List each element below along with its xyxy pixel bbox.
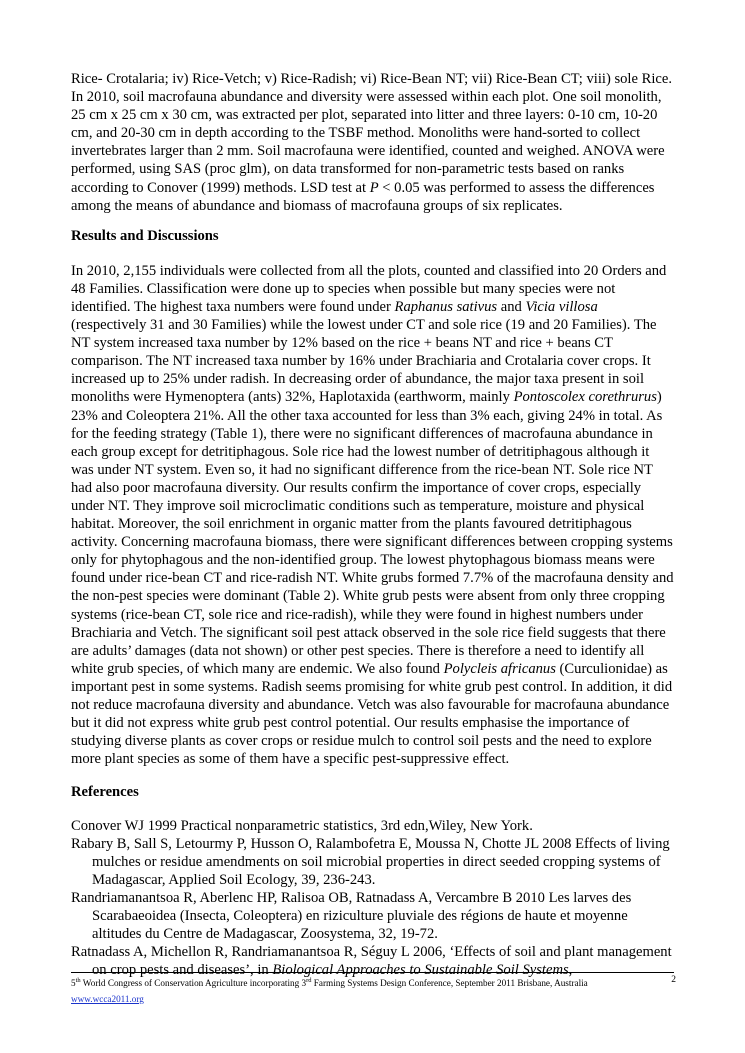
page-footer [71, 972, 674, 1007]
results-paragraph [71, 262, 675, 769]
species-polycleis: Polycleis africanus [443, 660, 556, 677]
species-pontoscolex: Pontoscolex corethrurus [513, 389, 657, 406]
footer-ordinal: th [75, 977, 81, 984]
results-text: and [497, 298, 526, 315]
reference-list [71, 818, 675, 979]
results-text: (respectively 31 and 30 Families) while the lowest under CT and sole rice (19 and 20 Families). The NT system increased taxa number by 12% based on the rice + beans NT and rice + beans CT comparison. The NT increased taxa number by 16% under Brachiaria and Crotalaria cover crops. It increased up to 25% under radish. In decreasing order of abundance, the major taxa present in soil monoliths were Hymenoptera (ants) 32%, Haplotaxida (earthworm, mainly [71, 317, 657, 406]
reference-text-end: , [568, 961, 573, 978]
footer-ordinal: rd [306, 977, 312, 984]
footer-text: 5 [71, 978, 76, 989]
methods-text: Rice- Crotalaria; iv) Rice-Vetch; v) Rice-Radish; vi) Rice-Bean NT; vii) Rice-Bean CT; viii) sole Rice. In 2010, soil macrofauna abundance and diversity were assessed within each plot. One soil monolith, 25 cm x 25 cm x 30 cm, was extracted per plot, separated into litter and three layers: 0-10 cm, 10-20 cm, and 20-30 cm in depth according to the TSBF method. Monoliths were hand-sorted to collect invertebrates larger than 2 mm. Soil macrofauna were identified, counted and weighed. ANOVA were performed, using SAS (proc glm), on data transformed for non-parametric tests based on ranks according to Conover (1999) methods. LSD test at [71, 71, 673, 196]
reference-book-title: Biological Approaches to Sustainable Soil Systems [272, 961, 569, 978]
reference-item: Rabary B, Sall S, Letourmy P, Husson O, Ralambofetra E, Moussa N, Chotte JL 2008 Effects of living mulches or residue amendments on soil microbial properties in direct seeded cropping systems of Madagascar, Applied Soil Ecology, 39, 236-243. [71, 836, 670, 889]
references-heading: References [71, 784, 139, 801]
results-text: ) 23% and Coleoptera 21%. All the other taxa accounted for less than 3% each, giving 24% in total. As for the feeding strategy (Table 1), there were no significant differences of macrofauna abundance in each group except for detritiphagous. Sole rice had the lowest number of detritiphagous although it was under NT system. Even so, it had no significant difference from the rice-bean NT. Sole rice NT had also poor macrofauna diversity. Our results confirm the importance of cover crops, especially under NT. They improve soil microclimatic conditions such as temperature, moisture and physical habitat. Moreover, the soil enrichment in organic matter from the plants favoured detritiphagous activity. Concerning macrofauna biomass, there were significant differences between cropping systems only for phytophagous and the non-identified group. The lowest phytophagous biomass means were found under rice-bean CT and rice-radish NT. White grubs formed 7.7% of the macrofauna density and the non-pest species were dominant (Table 2). White grub pests were absent from only three cropping systems (rice-bean CT, sole rice and rice-radish), while they were found in highest numbers under Brachiaria and Vetch. The significant soil pest attack observed in the sole rice field suggests that there are adults’ damages (data not shown) or other pest species. There is therefore a need to identify all white grub species, of which many are endemic. We also found [71, 389, 674, 677]
species-vicia: Vicia villosa [525, 298, 598, 315]
conference-website-link[interactable]: www.wcca2011.org [71, 994, 144, 1005]
results-heading: Results and Discussions [71, 227, 219, 244]
results-text: (Curculionidae) as important pest in some systems. Radish seems promising for white grub pest control. In addition, it did not reduce macrofauna diversity and abundance. Vetch was also favourable for macrofauna abundance but it did not express white grub pest control potential. Our results emphasise the importance of studying diverse plants as cover crops or residue mulch to control soil pests and the need to explore more plant species as some of them have a specific pest-suppressive effect. [71, 660, 673, 768]
conference-line [71, 975, 674, 989]
p-value-symbol: P [369, 179, 379, 196]
reference-item: Randriamanantsoa R, Aberlenc HP, Ralisoa OB, Ratnadass A, Vercambre B 2010 Les larves des Scarabaeoidea (Insecta, Coleoptera) en riziculture pluviale des régions de haute et moyenne altitudes du Centre de Madagascar, Zoosystema, 32, 19-72. [71, 890, 632, 942]
footer-text: World Congress of Conservation Agriculture incorporating 3 [80, 978, 307, 989]
results-text: In 2010, 2,155 individuals were collected from all the plots, counted and classified into 20 Orders and 48 Families. Classification were done up to species when possible but many species were not identified. The highest taxa numbers were found under [71, 262, 667, 315]
footer-text: Farming Systems Design Conference, September 2011 Brisbane, Australia [311, 978, 588, 989]
reference-text: Ratnadass A, Michellon R, Randriamanantsoa R, Séguy L 2006, ‘Effects of soil and plant management on crop pests and diseases’, in [71, 943, 672, 978]
methods-paragraph [71, 70, 675, 215]
reference-item: Conover WJ 1999 Practical nonparametric statistics, 3rd edn,Wiley, New York. [71, 818, 533, 835]
methods-text-end: < 0.05 was performed to assess the differences among the means of abundance and biomass of macrofauna groups of six replicates. [71, 179, 655, 214]
page-number: 2 [671, 975, 676, 985]
species-raphanus: Raphanus sativus [394, 298, 498, 315]
